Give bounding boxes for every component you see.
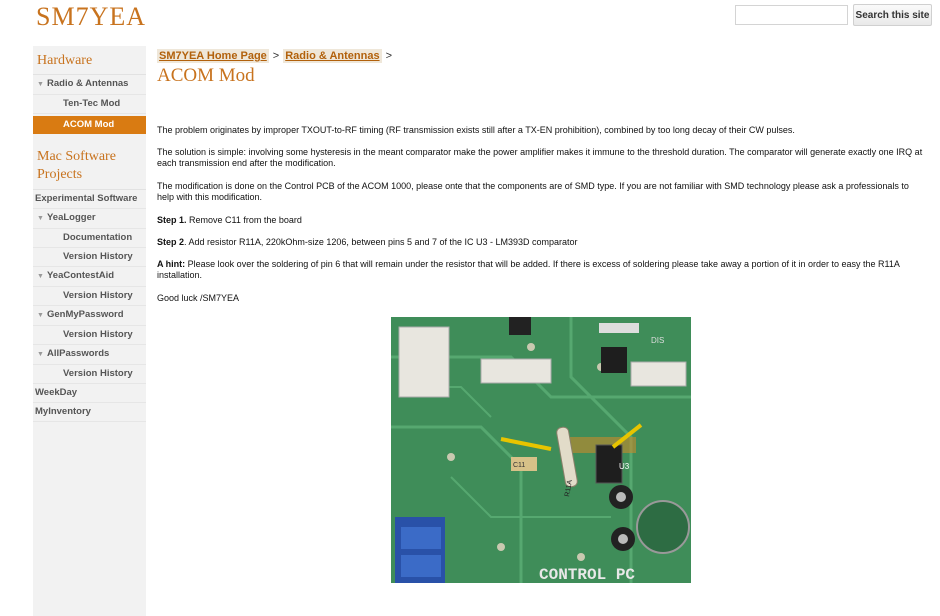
main-content [157, 50, 927, 303]
c11-label: C11 [513, 462, 526, 469]
sidebar-item-label: Version History [63, 328, 133, 340]
sidebar-item-label: Experimental Software [35, 192, 138, 204]
sidebar-item-label: AllPasswords [47, 347, 110, 359]
sidebar-item-allpasswords[interactable] [33, 345, 146, 365]
step1-label: Step 1. [157, 215, 187, 225]
page-title: ACOM Mod [157, 65, 255, 86]
expand-triangle-icon[interactable]: ▼ [37, 311, 44, 319]
sidebar-item-genmypassword[interactable] [33, 306, 146, 326]
sidebar-item-label: ACOM Mod [63, 119, 115, 131]
paragraph-modification: The modification is done on the Control PCB of the ACOM 1000, please onte that the components are of SMD type. If you are not familiar with SMD technology please ask a professionals to help with this modification. [157, 181, 909, 202]
sidebar-item-radio-antennas[interactable] [33, 75, 146, 95]
expand-triangle-icon[interactable]: ▼ [37, 81, 44, 89]
paragraph-signoff: Good luck /SM7YEA [157, 293, 240, 303]
sidebar-heading-mac-software[interactable]: Mac Software Projects [37, 149, 116, 183]
r11a-label: R11A [564, 479, 574, 498]
sidebar-item-label: Documentation [63, 231, 133, 243]
sidebar-item-acom-mod[interactable] [33, 116, 146, 134]
paragraph-solution: The solution is simple: involving some hysteresis in the meant comparator make the power amplifier makes it immune to the threshold duration. The comparator will generate exactly one IRQ at each transmission end after the modification. [157, 147, 923, 168]
sidebar-item-label: YeaLogger [47, 211, 96, 223]
breadcrumb-parent-link[interactable]: Radio & Antennas [285, 50, 380, 62]
step1-text: Remove C11 from the board [186, 215, 302, 225]
expand-triangle-icon[interactable]: ▼ [37, 350, 44, 358]
breadcrumb-separator: > [272, 50, 280, 62]
u3-chip-label: U3 [619, 462, 630, 471]
paragraph-problem: The problem originates by improper TXOUT-to-RF timing (RF transmission exists still after a TX-EN prohibition), combined by too long decay of their CW pulses. [157, 125, 795, 135]
sidebar-heading-hardware[interactable]: Hardware [33, 46, 146, 75]
site-title[interactable]: SM7YEA [36, 2, 147, 31]
sidebar-item-version-history[interactable] [33, 287, 146, 306]
paragraph-hint [157, 259, 927, 281]
sidebar-item-label: GenMyPassword [47, 308, 124, 320]
hint-label: A hint: [157, 259, 186, 269]
expand-triangle-icon[interactable]: ▼ [37, 214, 44, 222]
sidebar-item-myinventory[interactable] [33, 403, 146, 422]
search-button[interactable]: Search this site [853, 4, 932, 26]
sidebar-item-experimental-software[interactable] [33, 189, 146, 209]
breadcrumb [157, 50, 927, 62]
sidebar-item-weekday[interactable] [33, 384, 146, 403]
sidebar-item-yealogger[interactable] [33, 209, 146, 229]
sidebar-item-label: Version History [63, 367, 133, 379]
expand-triangle-icon[interactable]: ▼ [37, 272, 44, 280]
breadcrumb-separator: > [385, 50, 392, 62]
dis-label: DIS [651, 336, 665, 345]
step2-text: . Add resistor R11A, 220kOhm-size 1206, between pins 5 and 7 of the IC U3 - LM393D comparator [184, 237, 578, 247]
sidebar-item-label: Ten-Tec Mod [63, 98, 121, 110]
sidebar-item-label: Version History [63, 250, 133, 262]
sidebar-item-yeacontestaid[interactable] [33, 267, 146, 287]
sidebar-item-ten-tec-mod[interactable] [33, 95, 146, 114]
sidebar-nav [33, 46, 146, 616]
search-input[interactable] [735, 5, 848, 25]
sidebar-item-label: MyInventory [35, 405, 91, 417]
paragraph-step2 [157, 237, 927, 248]
sidebar-item-label: YeaContestAid [47, 269, 115, 281]
sidebar-item-label: Radio & Antennas [47, 78, 129, 90]
step2-label: Step 2 [157, 237, 185, 247]
hint-text: Please look over the soldering of pin 6 that will remain under the resistor that will be added. If there is excess of soldering please take away a portion of it in order to easy the R11A installation. [157, 259, 900, 280]
paragraph-step1 [157, 215, 927, 226]
sidebar-item-version-history[interactable] [33, 365, 146, 384]
sidebar-item-version-history[interactable] [33, 248, 146, 267]
sidebar-item-version-history[interactable] [33, 326, 146, 345]
pcb-photo [391, 317, 691, 583]
sidebar-item-label: Version History [63, 289, 133, 301]
breadcrumb-home-link[interactable]: SM7YEA Home Page [159, 50, 267, 62]
sidebar-item-label: WeekDay [35, 386, 78, 398]
board-label: CONTROL PC [539, 566, 636, 583]
pcb-photo-illustration [391, 317, 691, 583]
sidebar-item-documentation[interactable] [33, 229, 146, 248]
